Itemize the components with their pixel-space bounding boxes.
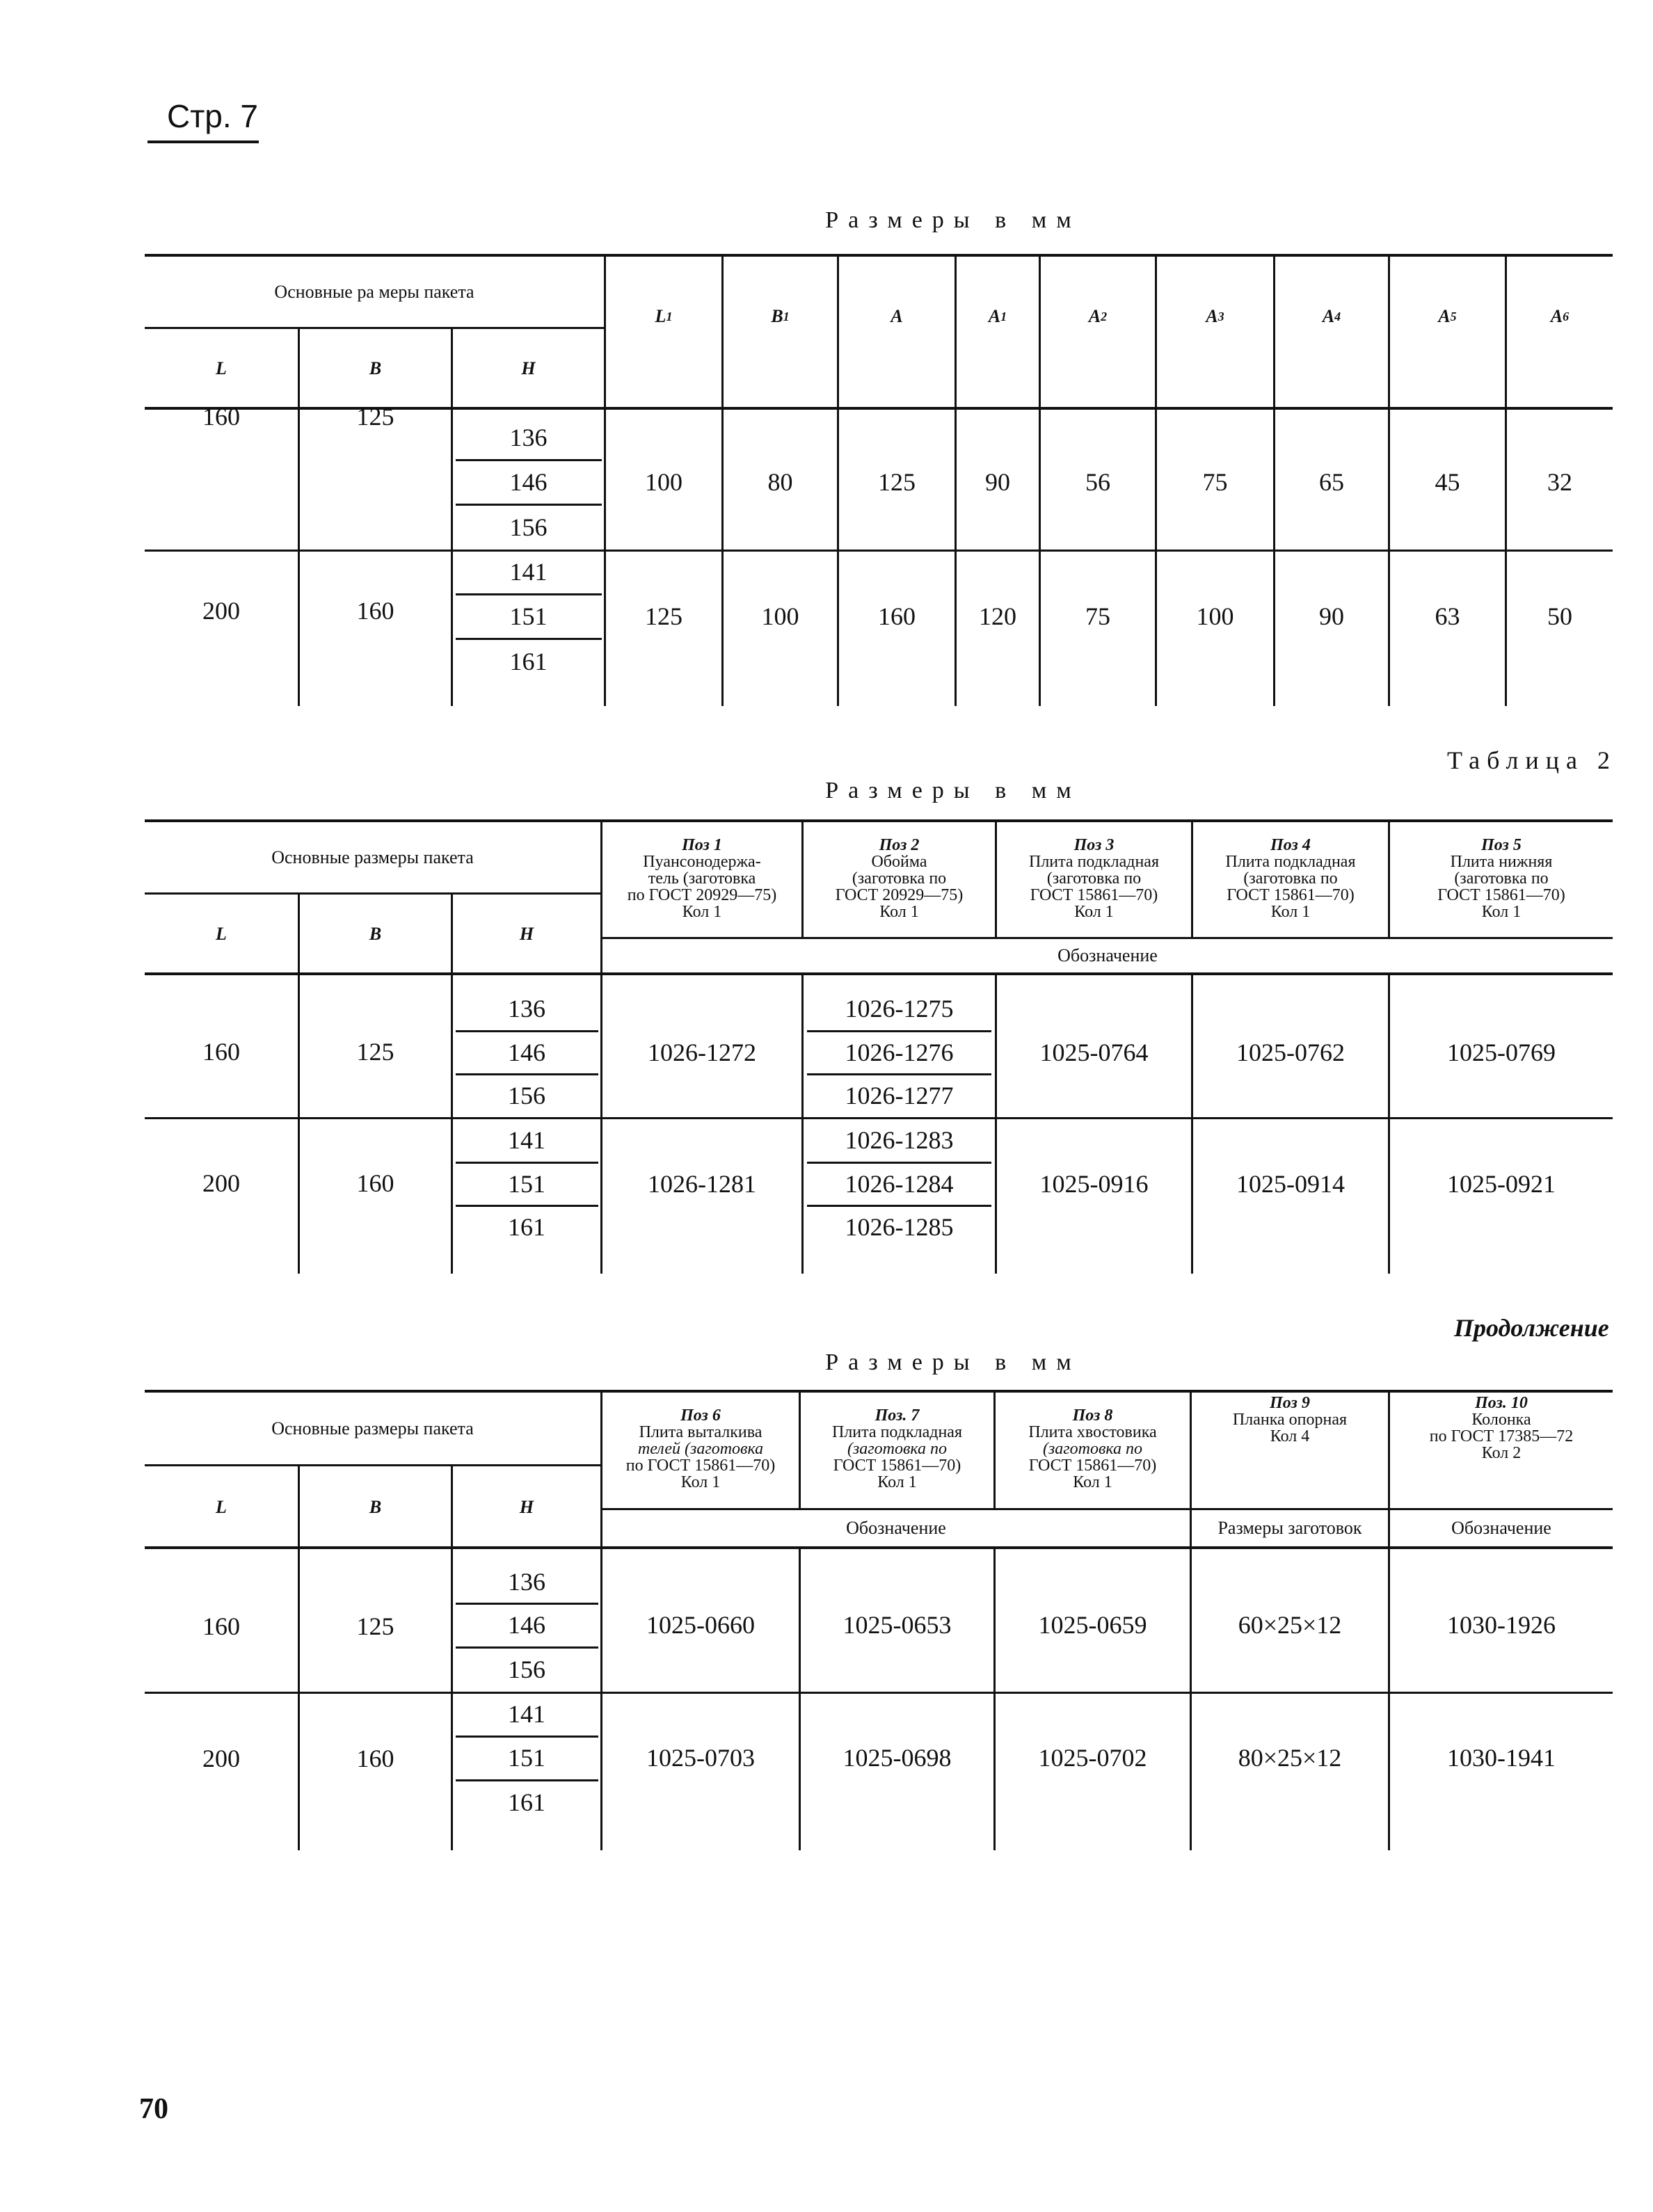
table1-caption: Размеры в мм <box>825 207 1081 233</box>
t3-r2-p8: 1025-0702 <box>1038 1744 1147 1772</box>
t1-r2-v2: 100 <box>761 602 799 630</box>
page-label: Стр. 7 <box>167 98 259 134</box>
t3-r1-L: 160 <box>202 1612 240 1640</box>
t2-col-header-B: B <box>369 924 382 945</box>
table1-group-header: Основные ра меры пакета <box>274 282 474 303</box>
t1-r2-v3: 160 <box>878 602 916 630</box>
table2-group-header: Основные размеры пакета <box>271 847 474 868</box>
table3-group-header: Основные размеры пакета <box>271 1418 474 1439</box>
t3-r1-p8: 1025-0659 <box>1038 1611 1147 1640</box>
col-header-B: B <box>369 358 382 379</box>
t2-col-header-L: L <box>216 924 227 945</box>
t1-r2-H1: 141 <box>509 558 548 586</box>
t2-r2-H3: 161 <box>508 1213 545 1242</box>
t1-r2-B: 160 <box>356 597 394 625</box>
t3-designation-header: Обозначение <box>846 1518 946 1539</box>
t3-poz6-header: Поз 6 Плита выталкива телей (заготовка по ГОСТ 15861—70) Кол 1 <box>625 1406 776 1491</box>
t2-r1-p2b: 1026-1276 <box>845 1038 954 1066</box>
t1-r1-v7: 65 <box>1319 467 1344 496</box>
t3-poz8-header: Поз 8 Плита хвостовика (заготовка по ГОСТ 15861—70) Кол 1 <box>1028 1406 1157 1491</box>
col-header-A5: A 5 <box>1438 306 1457 327</box>
t1-r2-H2: 151 <box>509 602 548 630</box>
t2-r2-H2: 151 <box>508 1169 545 1198</box>
t2-r1-H3: 156 <box>508 1082 545 1110</box>
t3-r2-H2: 151 <box>508 1744 545 1772</box>
t3-col-header-B: B <box>369 1496 382 1517</box>
t2-col-header-H: H <box>519 924 534 945</box>
t2-r1-p3: 1025-0764 <box>1039 1038 1149 1066</box>
t3-r1-H2: 146 <box>508 1611 545 1640</box>
t3-r2-p7: 1025-0698 <box>843 1744 952 1772</box>
t1-r1-v3: 125 <box>878 467 916 496</box>
t2-r1-p2a: 1026-1275 <box>845 994 954 1023</box>
table2-caption: Размеры в мм <box>825 778 1081 803</box>
t3-designation2-header: Обозначение <box>1451 1518 1551 1539</box>
t2-r2-p5: 1025-0921 <box>1447 1169 1556 1198</box>
t1-r2-v4: 120 <box>979 602 1016 630</box>
t3-r1-p6: 1025-0660 <box>646 1611 755 1640</box>
t2-poz3-header: Поз 3 Плита подкладная (заготовка по ГОСТ 15861—70) Кол 1 <box>1029 835 1159 921</box>
col-header-A3: A 3 <box>1206 306 1224 327</box>
t2-designation-header: Обозначение <box>1057 945 1158 966</box>
t1-r1-v4: 90 <box>985 467 1010 496</box>
t2-r2-p1: 1026-1281 <box>648 1169 756 1198</box>
t1-r1-v2: 80 <box>767 467 793 496</box>
t3-blank-sizes-header: Размеры заготовок <box>1217 1518 1362 1539</box>
t3-poz9-header: Поз 9 Планка опорная Кол 4 <box>1232 1394 1348 1445</box>
t1-r2-L: 200 <box>202 597 240 625</box>
t1-r1-B: 125 <box>356 403 394 431</box>
col-header-A1: A 1 <box>988 306 1007 327</box>
t2-poz1-header: Поз 1 Пуансонодержа- тель (заготовка по ГОСТ 20929—75) Кол 1 <box>627 835 777 921</box>
t1-r1-H3: 156 <box>509 513 548 541</box>
t3-r2-H3: 161 <box>508 1788 545 1817</box>
t2-r2-L: 200 <box>202 1169 240 1198</box>
t3-col-header-L: L <box>216 1496 227 1517</box>
t2-r1-p1: 1026-1272 <box>648 1038 756 1066</box>
t2-r1-H1: 136 <box>508 994 545 1023</box>
t1-r1-v8: 45 <box>1435 467 1460 496</box>
t1-r2-v9: 50 <box>1547 602 1572 630</box>
t2-poz2-header: Поз 2 Обойма (заготовка по ГОСТ 20929—75) Кол 1 <box>835 835 964 921</box>
t3-poz7-header: Поз. 7 Плита подкладная (заготовка по ГОСТ 15861—70) Кол 1 <box>832 1406 962 1491</box>
t3-r2-p6: 1025-0703 <box>646 1744 755 1772</box>
t3-r2-p9: 80×25×12 <box>1238 1744 1342 1772</box>
t3-r1-p9: 60×25×12 <box>1238 1611 1342 1640</box>
t2-r2-p2c: 1026-1285 <box>845 1213 954 1242</box>
t1-r2-v8: 63 <box>1435 602 1460 630</box>
col-header-A2: A 2 <box>1088 306 1108 327</box>
t1-r2-v7: 90 <box>1319 602 1344 630</box>
col-header-B1: B 1 <box>771 306 790 327</box>
t2-poz5-header: Поз 5 Плита нижняя (заготовка по ГОСТ 15861—70) Кол 1 <box>1437 835 1565 921</box>
t2-r2-H1: 141 <box>508 1125 545 1154</box>
t2-poz4-header: Поз 4 Плита подкладная (заготовка по ГОСТ 15861—70) Кол 1 <box>1225 835 1356 921</box>
t1-r1-v5: 56 <box>1085 467 1110 496</box>
t3-col-header-H: H <box>519 1496 534 1517</box>
t1-r2-H3: 161 <box>509 647 548 675</box>
t2-r1-p5: 1025-0769 <box>1447 1038 1556 1066</box>
t2-r2-p3: 1025-0916 <box>1039 1169 1149 1198</box>
page-label-underline <box>147 141 259 143</box>
t3-r1-p7: 1025-0653 <box>843 1611 952 1640</box>
col-header-H: H <box>521 358 536 379</box>
t2-r1-p2c: 1026-1277 <box>845 1082 954 1110</box>
t2-r1-L: 160 <box>202 1038 240 1066</box>
table3-label: Продолжение <box>1454 1314 1609 1342</box>
t3-r2-H1: 141 <box>508 1700 545 1729</box>
t2-r2-B: 160 <box>356 1169 394 1198</box>
col-header-A4: A 4 <box>1322 306 1341 327</box>
t1-r2-v5: 75 <box>1085 602 1110 630</box>
t3-r1-H1: 136 <box>508 1567 545 1596</box>
col-header-L1: L 1 <box>655 306 673 327</box>
table3-caption: Размеры в мм <box>825 1349 1081 1375</box>
t3-r2-L: 200 <box>202 1744 240 1772</box>
footer-page-number: 70 <box>139 2093 168 2125</box>
t1-r2-v6: 100 <box>1196 602 1234 630</box>
t1-r1-v6: 75 <box>1202 467 1228 496</box>
t2-r2-p2b: 1026-1284 <box>845 1169 954 1198</box>
t3-r2-B: 160 <box>356 1744 394 1772</box>
t1-r1-L: 160 <box>202 403 240 431</box>
col-header-L: L <box>216 358 227 379</box>
col-header-A6: A 6 <box>1550 306 1570 327</box>
t3-r1-B: 125 <box>356 1612 394 1640</box>
t1-r1-v1: 100 <box>645 467 682 496</box>
t2-r2-p4: 1025-0914 <box>1236 1169 1345 1198</box>
table2-label: Таблица 2 <box>1447 746 1617 774</box>
t3-poz10-header: Поз. 10 Колонка по ГОСТ 17385—72 Кол 2 <box>1429 1394 1574 1462</box>
t1-r2-v1: 125 <box>645 602 682 630</box>
t2-r1-B: 125 <box>356 1038 394 1066</box>
t1-r1-H2: 146 <box>509 467 548 496</box>
t1-r1-H1: 136 <box>509 424 548 452</box>
t2-r1-H2: 146 <box>508 1038 545 1066</box>
t3-r1-H3: 156 <box>508 1656 545 1684</box>
t1-r1-v9: 32 <box>1547 467 1572 496</box>
t3-r1-p10: 1030-1926 <box>1447 1611 1556 1640</box>
col-header-A: A <box>891 306 903 327</box>
t3-r2-p10: 1030-1941 <box>1447 1744 1556 1772</box>
t2-r1-p4: 1025-0762 <box>1236 1038 1345 1066</box>
t2-r2-p2a: 1026-1283 <box>845 1125 954 1154</box>
